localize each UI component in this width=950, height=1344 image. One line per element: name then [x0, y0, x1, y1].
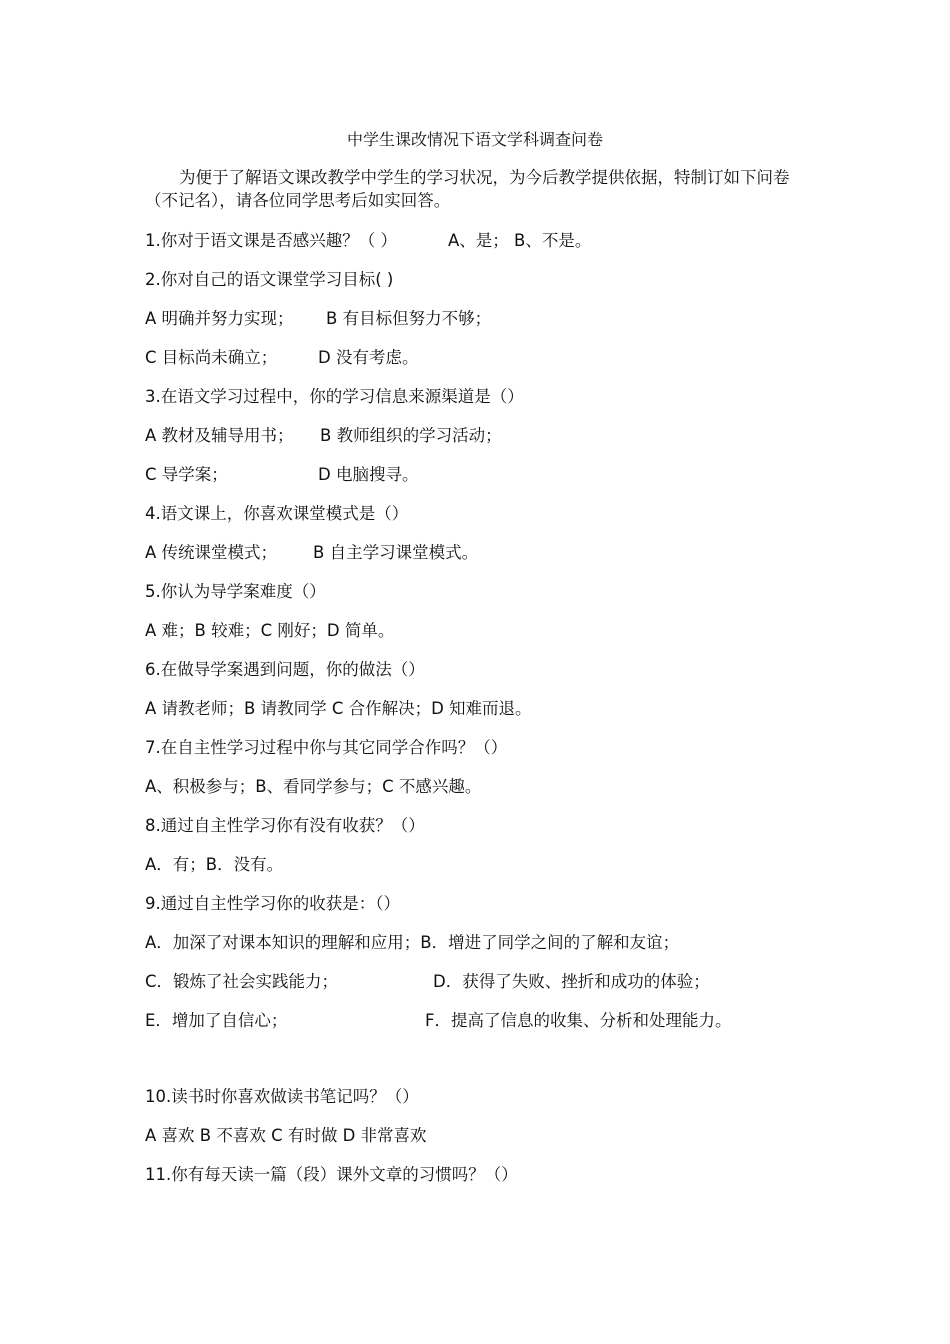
- question-4-text: 4.语文课上，你喜欢课堂模式是（）: [145, 504, 409, 523]
- question-3-option-a: A 教材及辅导用书；: [145, 426, 294, 445]
- question-2-option-b: B 有目标但努力不够；: [326, 309, 492, 328]
- question-2-option-a: A 明确并努力实现；: [145, 309, 294, 328]
- question-9-option-d: D．获得了失败、挫折和成功的体验；: [433, 972, 710, 991]
- question-9-option-e: E．增加了自信心；: [145, 1011, 288, 1030]
- question-6-options: A 请教老师；B 请教同学 C 合作解决；D 知难而退。: [145, 699, 532, 718]
- question-8-text: 8.通过自主性学习你有没有收获？（）: [145, 816, 425, 835]
- question-9-text: 9.通过自主性学习你的收获是：（）: [145, 894, 400, 913]
- question-3-text: 3.在语文学习过程中，你的学习信息来源渠道是（）: [145, 387, 524, 406]
- question-7-text: 7.在自主性学习过程中你与其它同学合作吗？（）: [145, 738, 508, 757]
- document-title: 中学生课改情况下语文学科调查问卷: [346, 130, 603, 149]
- question-2-option-c: C 目标尚未确立；: [145, 348, 278, 367]
- question-1-options: A、是； B、不是。: [448, 231, 592, 250]
- question-5-options: A 难；B 较难；C 刚好；D 简单。: [145, 621, 395, 640]
- question-2-option-d: D 没有考虑。: [318, 348, 419, 367]
- question-4-option-a: A 传统课堂模式；: [145, 543, 278, 562]
- intro-paragraph: 为便于了解语文课改教学中学生的学习状况，为今后教学提供依据，特制订如下问卷（不记名），请各位同学思考后如实回答。: [145, 168, 790, 210]
- question-9-option-c: C．锻炼了社会实践能力；: [145, 972, 339, 991]
- question-1-text: 1.你对于语文课是否感兴趣？（ ）: [145, 231, 397, 250]
- question-5-text: 5.你认为导学案难度（）: [145, 582, 326, 601]
- question-9-options-row-1: A．加深了对课本知识的理解和应用；B．增进了同学之间的了解和友谊；: [145, 933, 680, 952]
- question-3-option-d: D 电脑搜寻。: [318, 465, 419, 484]
- question-11-text: 11.你有每天读一篇（段）课外文章的习惯吗？（）: [145, 1165, 518, 1184]
- question-3-option-c: C 导学案；: [145, 465, 228, 484]
- question-10-text: 10.读书时你喜欢做读书笔记吗？（）: [145, 1087, 419, 1106]
- question-6-text: 6.在做导学案遇到问题，你的做法（）: [145, 660, 425, 679]
- question-3-option-b: B 教师组织的学习活动；: [320, 426, 502, 445]
- question-9-option-f: F．提高了信息的收集、分析和处理能力。: [425, 1011, 732, 1030]
- question-10-options: A 喜欢 B 不喜欢 C 有时做 D 非常喜欢: [145, 1126, 427, 1145]
- question-2-text: 2.你对自己的语文课堂学习目标( ): [145, 270, 394, 289]
- question-7-options: A、积极参与；B、看同学参与；C 不感兴趣。: [145, 777, 482, 796]
- question-4-option-b: B 自主学习课堂模式。: [313, 543, 479, 562]
- question-8-options: A．有；B．没有。: [145, 855, 284, 874]
